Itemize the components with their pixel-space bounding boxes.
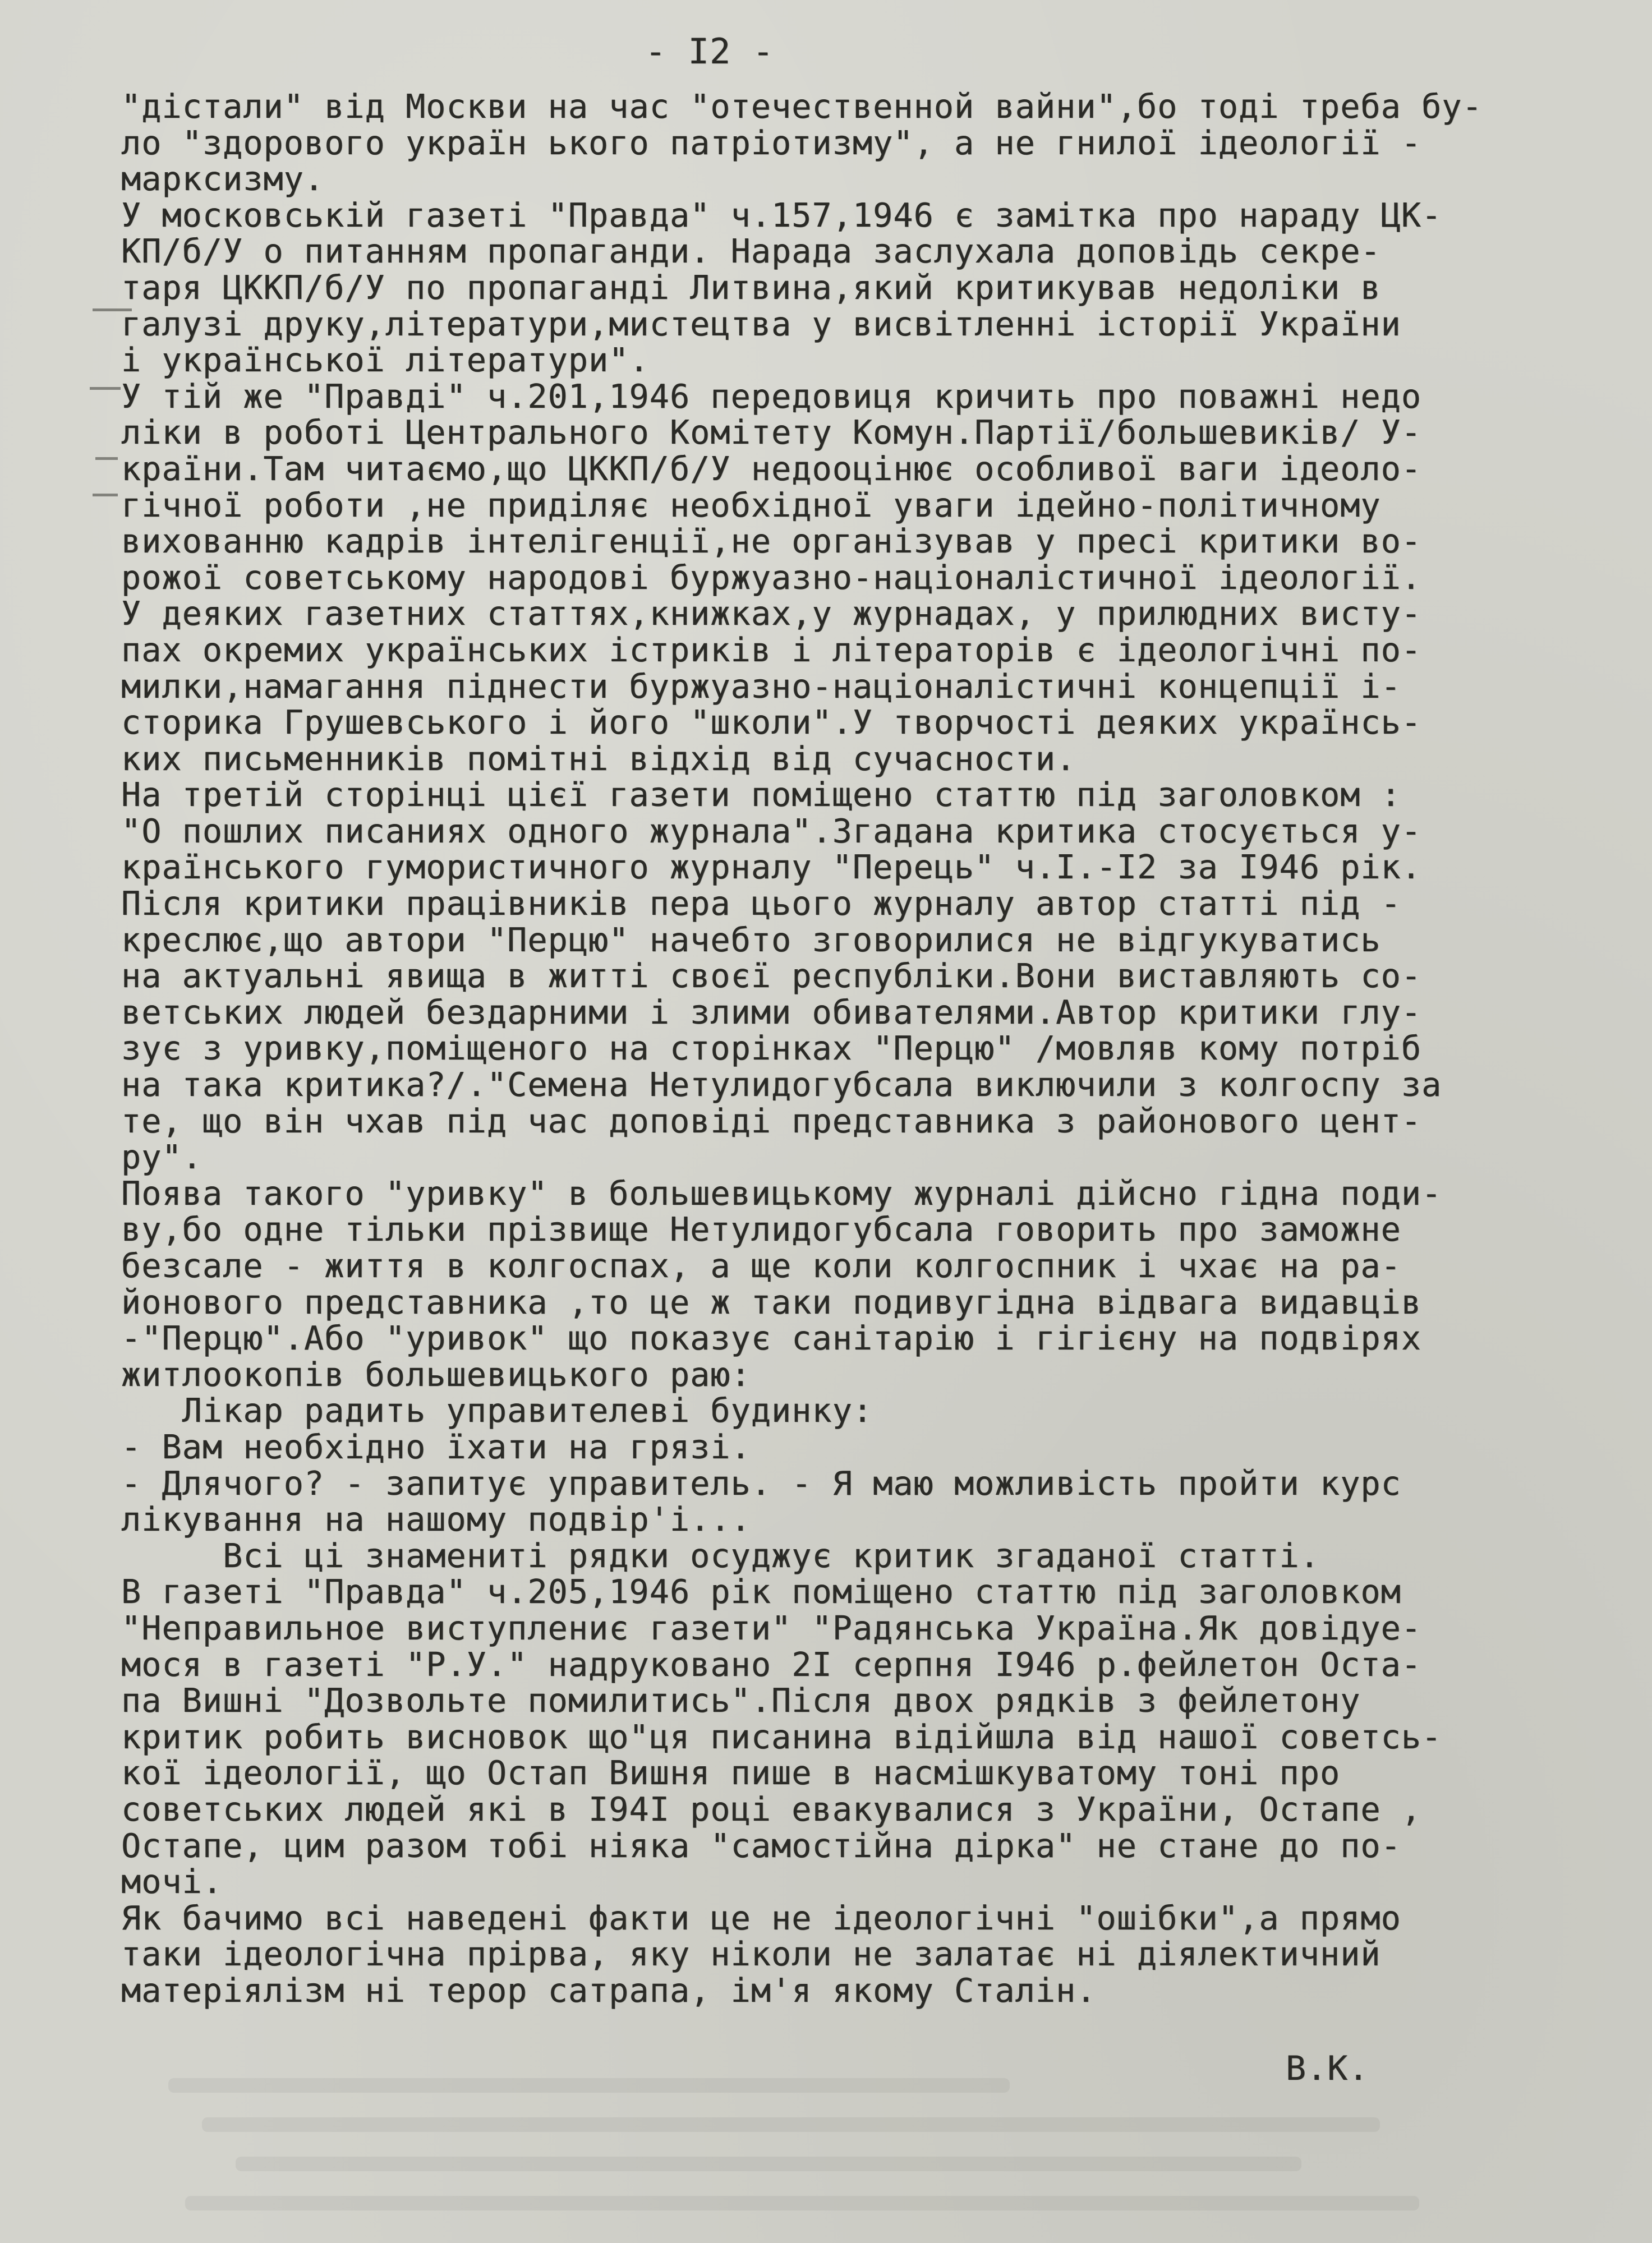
text-line: КП/б/У о питанням пропаганди. Нарада заслухала доповідь секре-: [121, 232, 1381, 271]
text-line: -"Перцю".Або "уривок" що показує санітарію і гігієну на подвірях: [121, 1319, 1422, 1358]
text-line: креслює,що автори "Перцю" начебто зговорилися не відгукуватись: [121, 920, 1381, 959]
text-line: У тій же "Правді" ч.201,1946 передовиця кричить про поважні недо: [121, 377, 1422, 416]
text-line: йонового представника ,то це ж таки подивугідна відвага видавців: [121, 1283, 1422, 1321]
text-line: зує з уривку,поміщеного на сторінках "Перцю" /мовляв кому потріб: [121, 1029, 1422, 1068]
margin-mark: [90, 387, 121, 390]
bleed-through-line: [185, 2196, 1419, 2210]
text-line: ву,бо одне тільки прізвище Нетулидогубсала говорить про заможне: [121, 1210, 1401, 1249]
text-line: мочі.: [121, 1863, 223, 1901]
text-line: житлоокопів большевицького раю:: [121, 1355, 751, 1394]
text-line: галузі друку,літератури,мистецтва у висвітленні історії України: [121, 305, 1401, 343]
text-line: таки ідеологічна прірва, яку ніколи не залатає ні діялектичний: [121, 1935, 1381, 1974]
text-line: марксизму.: [121, 160, 325, 199]
text-line: те, що він чхав під час доповіді представника з районового цент-: [121, 1102, 1422, 1140]
text-line: кої ідеології, що Остап Вишня пише в насмішкуватому тоні про: [121, 1754, 1341, 1793]
text-line: "дістали" від Москви на час "отечественной вайни",бо тоді треба бу-: [121, 87, 1483, 126]
text-line: - Длячого? - запитує управитель. - Я маю можливість пройти курс: [121, 1464, 1401, 1503]
text-line: на актуальні явища в житті своєї республіки.Вони виставляють со-: [121, 957, 1422, 996]
text-line: У деяких газетних статтях,книжках,у журнадах, у прилюдних висту-: [121, 595, 1422, 633]
text-line: Поява такого "уривку" в большевицькому журналі дійсно гідна поди-: [121, 1174, 1442, 1213]
text-line: - Вам необхідно їхати на грязі.: [121, 1427, 751, 1466]
text-line: вихованню кадрів інтелігенції,не організував у пресі критики во-: [121, 522, 1422, 561]
bleed-through-line: [202, 2117, 1380, 2132]
text-line: У московській газеті "Правда" ч.157,1946 є замітка про нараду ЦК-: [121, 196, 1442, 234]
text-line: па Вишні "Дозвольте помилитись".Після двох рядків з фейлетону: [121, 1682, 1361, 1720]
text-line: ло "здорового україн ького патріотизму", а не гнилої ідеології -: [121, 123, 1422, 162]
text-line: ветських людей бездарними і злими обивателями.Автор критики глу-: [121, 993, 1422, 1031]
text-line: гічної роботи ,не приділяє необхідної уваги ідейно-політичному: [121, 486, 1381, 524]
text-line: сторика Грушевського і його "школи".У творчості деяких українсь-: [121, 703, 1422, 742]
text-line: матеріялізм ні терор сатрапа, ім'я якому Сталін.: [121, 1971, 1097, 2010]
bleed-through-line: [236, 2157, 1301, 2171]
text-line: Після критики працівників пера цього журналу автор статті під -: [121, 885, 1401, 923]
text-line: на така критика?/."Семена Нетулидогубсала виключили з колгоспу за: [121, 1066, 1442, 1104]
text-line: советських людей які в I94I році евакувалися з України, Остапе ,: [121, 1790, 1422, 1829]
text-line: ких письменників помітні відхід від сучасности.: [121, 739, 1076, 778]
text-line: На третій сторінці цієї газети поміщено статтю під заголовком :: [121, 776, 1401, 814]
margin-mark: [95, 457, 118, 460]
text-line: "О пошлих писаниях одного журнала".Згадана критика стосується у-: [121, 812, 1422, 850]
text-line: "Неправильное виступлениє газети" "Радянська Україна.Як довідуе-: [121, 1609, 1422, 1647]
text-line: безсале - життя в колгоспах, а ще коли колгоспник і чхає на ра-: [121, 1247, 1401, 1285]
text-line: Як бачимо всі наведені факти це не ідеологічні "ошібки",а прямо: [121, 1899, 1401, 1937]
text-line: критик робить висновок що"ця писанина відійшла від нашої советсь-: [121, 1717, 1442, 1756]
text-line: пах окремих українських істриків і літераторів є ідеологічні по-: [121, 630, 1422, 669]
text-line: В газеті "Правда" ч.205,1946 рік поміщено статтю під заголовком: [121, 1573, 1401, 1611]
text-line: країни.Там читаємо,що ЦККП/б/У недооцінює особливої ваги ідеоло-: [121, 449, 1422, 488]
text-line: Остапе, цим разом тобі ніяка "самостійна дірка" не стане до по-: [121, 1826, 1401, 1865]
text-line: милки,намагання піднести буржуазно-націоналістичні концепції і-: [121, 667, 1401, 706]
text-line: мося в газеті "Р.У." надруковано 2I серпня I946 р.фейлетон Оста-: [121, 1645, 1422, 1684]
text-line: Всі ці знамениті рядки осуджує критик згаданої статті.: [121, 1536, 1320, 1575]
page-number: - I2 -: [645, 31, 774, 72]
text-line: ліки в роботі Центрального Комітету Комун.Партії/большевиків/ У-: [121, 413, 1422, 452]
text-line: рожої советському народові буржуазно-націоналістичної ідеології.: [121, 558, 1422, 597]
text-line: Лікар радить управителеві будинку:: [121, 1392, 873, 1430]
text-line: країнського гумористичного журналу "Перець" ч.I.-I2 за I946 рік.: [121, 848, 1422, 887]
body-text: [121, 89, 1483, 2009]
author-signature: В.К.: [1286, 2049, 1369, 2088]
text-line: і української літератури".: [121, 341, 650, 380]
margin-mark: [93, 494, 118, 496]
text-line: таря ЦККП/б/У по пропаганді Литвина,який критикував недоліки в: [121, 268, 1381, 307]
bleed-through-line: [168, 2078, 1010, 2093]
text-line: ру".: [121, 1138, 203, 1177]
text-line: лікування на нашому подвір'і...: [121, 1500, 751, 1539]
